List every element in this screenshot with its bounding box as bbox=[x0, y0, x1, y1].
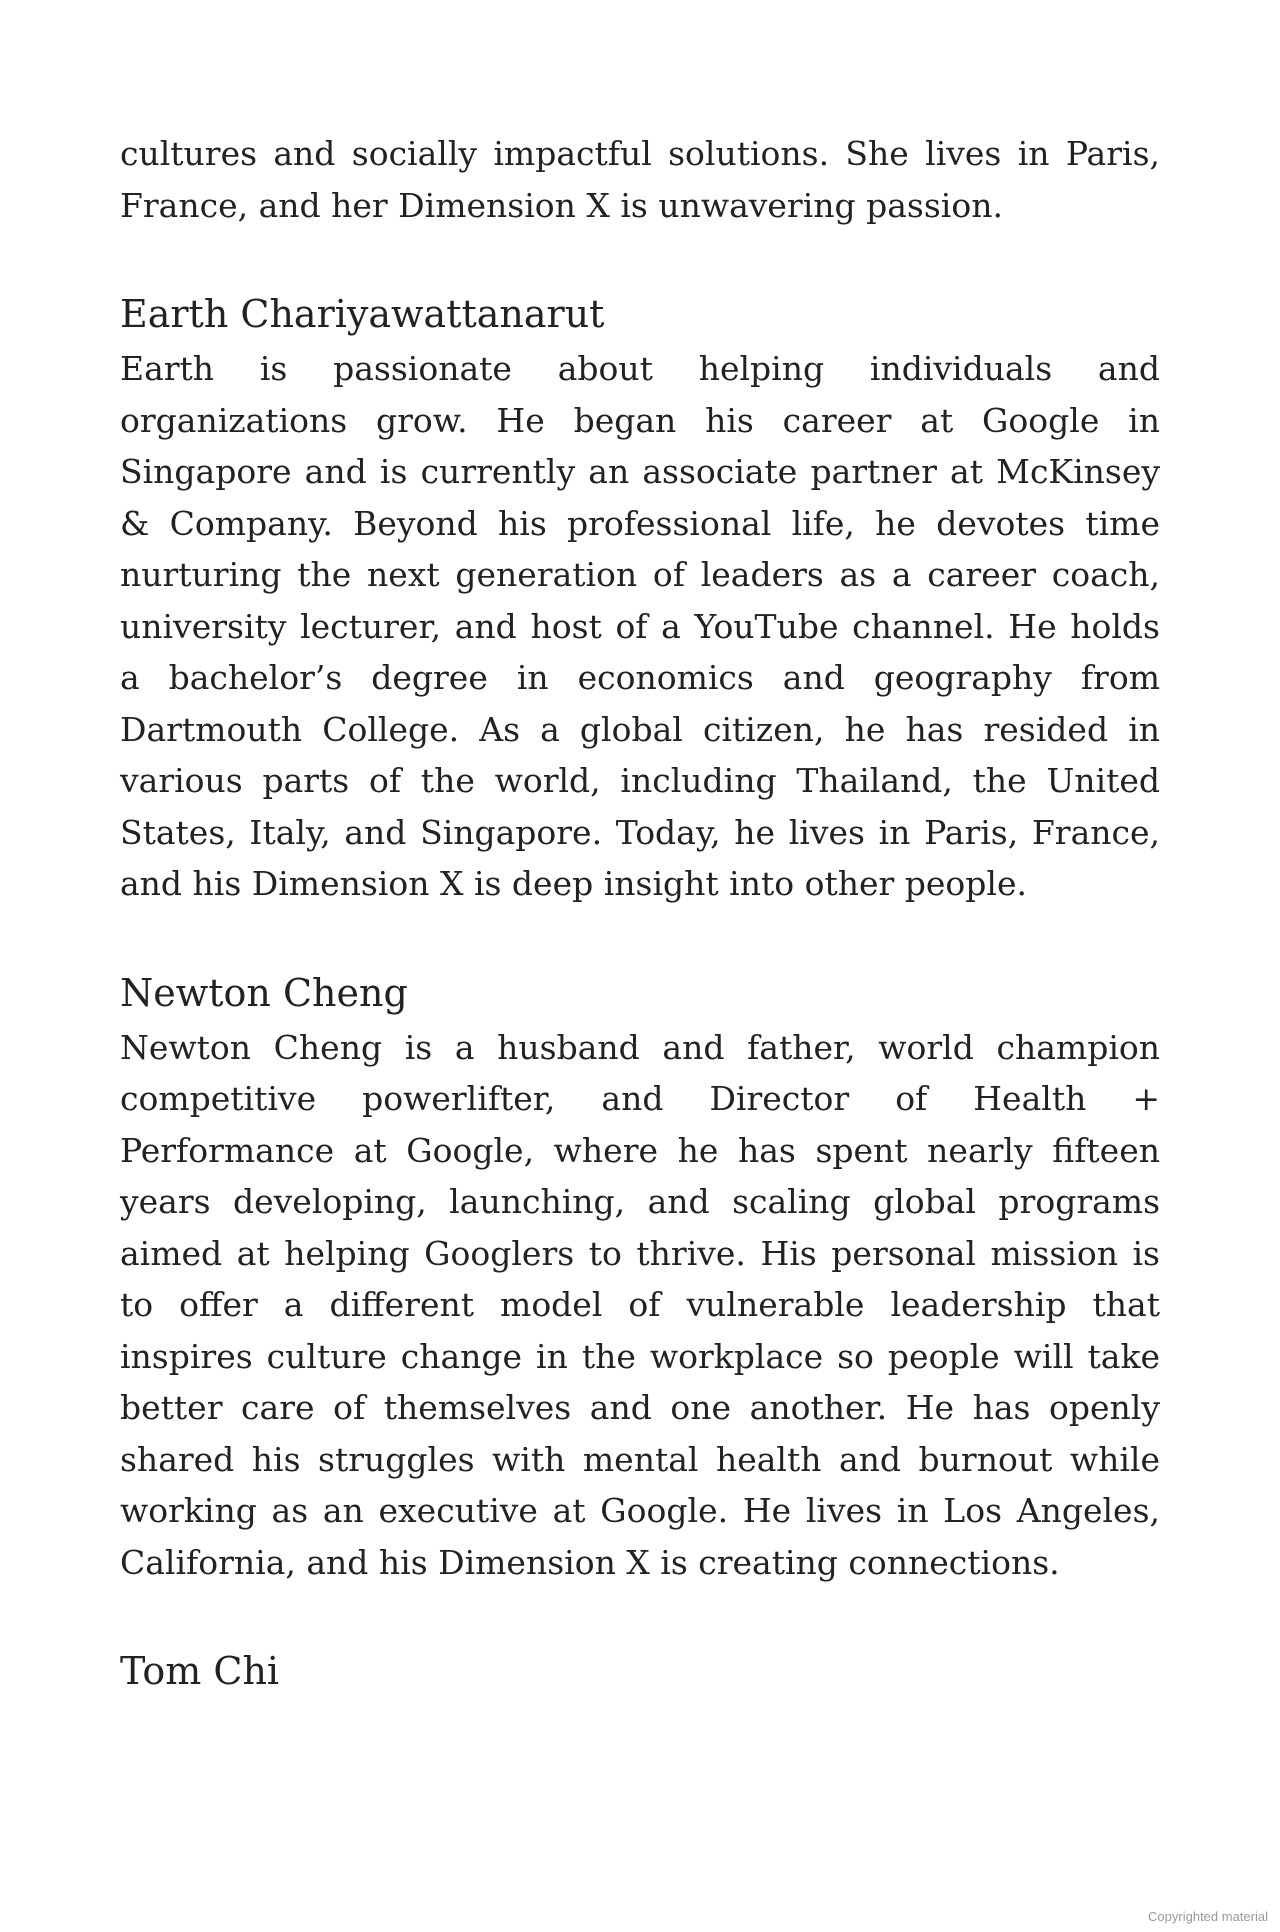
bio-text: Earth is passionate about helping individuals and organizations grow. He began his career at Google in Singapore and is currently an associate partner at McKinsey & Company. Beyond his professional life, he devotes time nurturing the next generation of leaders as a career coach, university lecturer, and host of a YouTube channel. He holds a bachelor’s degree in economics and geography from Dartmouth College. As a global citizen, he has resided in various parts of the world, including Thailand, the United States, Italy, and Singapore. Today, he lives in Paris, France, and his Dimension X is deep insight into other people. bbox=[120, 349, 1160, 903]
bio-newton-cheng bbox=[120, 968, 1160, 1589]
section-spacer bbox=[120, 1588, 1160, 1646]
section-spacer bbox=[120, 231, 1160, 289]
bio-name: Newton Cheng bbox=[120, 970, 408, 1015]
bio-earth-chariyawattanarut bbox=[120, 289, 1160, 910]
bio-name: Tom Chi bbox=[120, 1649, 280, 1693]
bio-tom-chi bbox=[120, 1646, 1160, 1696]
bio-text: Newton Cheng is a husband and father, world champion competitive powerlifter, and Director of Health + Performance at Google, where he has spent nearly fifteen years developing, launching, and scaling global programs aimed at helping Googlers to thrive. His personal mission is to offer a different model of vulnerable leadership that inspires culture change in the workplace so people will take better care of themselves and one another. He has openly shared his struggles with mental health and burnout while working as an executive at Google. He lives in Los Angeles, California, and his Dimension X is creating connections. bbox=[120, 1027, 1160, 1582]
copyright-watermark: Copyrighted material bbox=[1148, 1909, 1268, 1924]
intro-paragraph: cultures and socially impactful solutions. She lives in Paris, France, and her Dimension X is unwavering passion. bbox=[120, 134, 1160, 225]
section-spacer bbox=[120, 910, 1160, 968]
bio-name: Earth Chariyawattanarut bbox=[120, 292, 605, 336]
book-page bbox=[120, 128, 1160, 1696]
